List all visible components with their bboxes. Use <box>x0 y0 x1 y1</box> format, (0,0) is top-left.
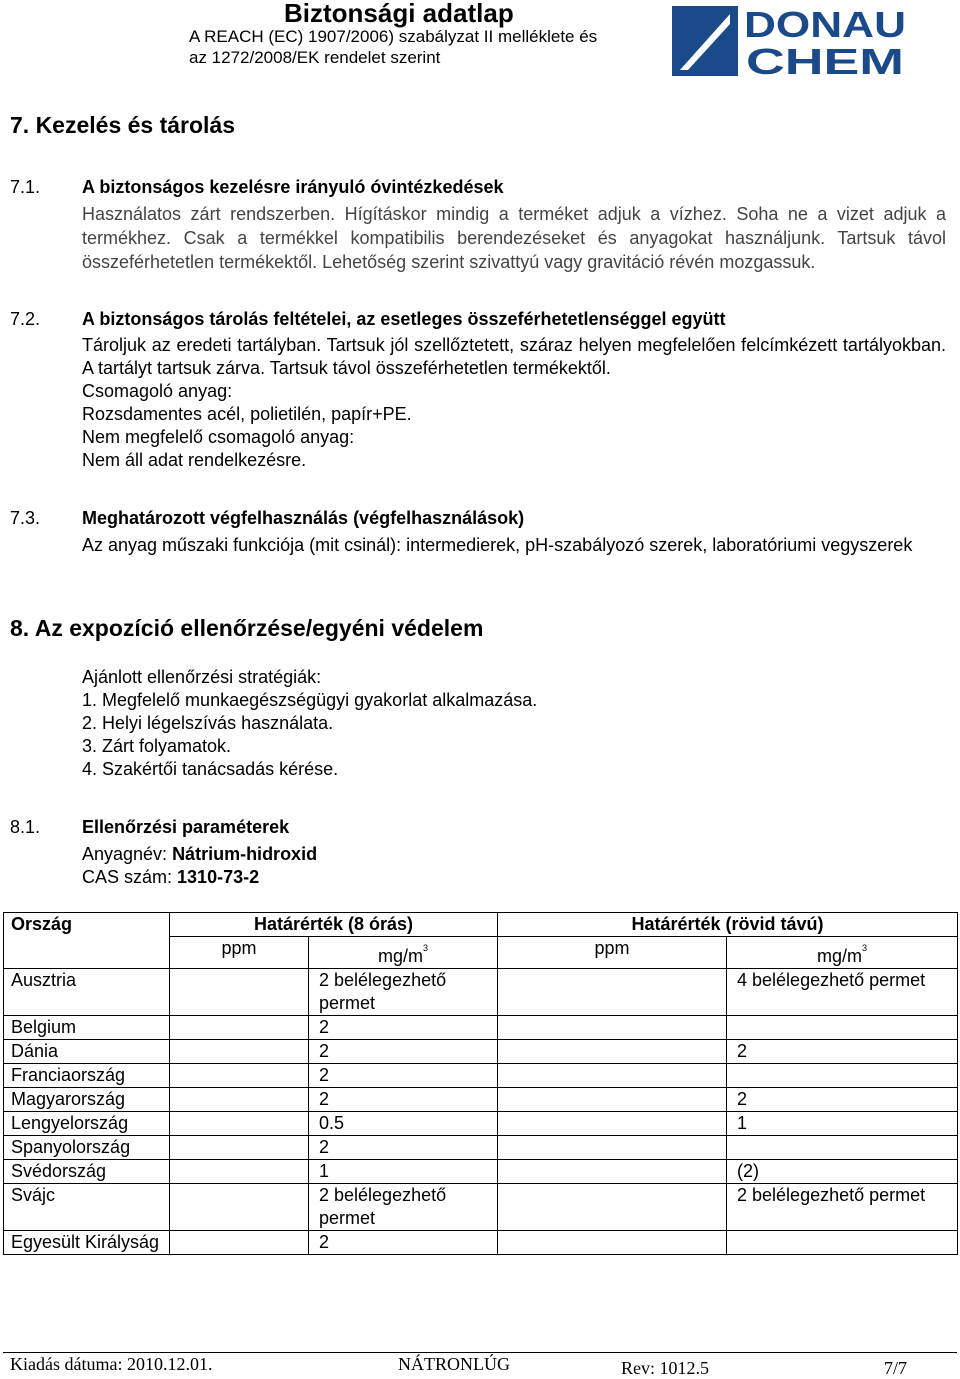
table-row: Svájc 2 belélegezhető permet 2 belélegezhető permet <box>4 1184 958 1231</box>
table-row: Spanyolország 2 <box>4 1136 958 1160</box>
regulation-line-2: az 1272/2008/EK rendelet szerint <box>189 48 441 67</box>
strategy-label: Ajánlott ellenőrzési stratégiák: <box>82 667 322 687</box>
table-row: Ausztria 2 belélegezhető permet 4 belélegezhető permet <box>4 969 958 1016</box>
section-8-title: 8. Az expozíció ellenőrzése/egyéni védelem <box>10 615 484 641</box>
unit-ppm: ppm <box>170 937 309 969</box>
section-7-2-heading: A biztonságos tárolás feltételei, az esetleges összeférhetetlenséggel együtt <box>82 309 726 329</box>
table-row: Dánia 2 2 <box>4 1040 958 1064</box>
header-long-term: Határérték (8 órás) <box>170 913 498 937</box>
strategy-item: 2. Helyi légelszívás használata. <box>82 713 334 733</box>
unsuitable-packaging-label: Nem megfelelő csomagoló anyag: <box>82 427 355 447</box>
header-short-term: Határérték (rövid távú) <box>498 913 958 937</box>
table-row: Belgium 2 <box>4 1016 958 1040</box>
section-7-1-text: Használatos zárt rendszerben. Hígításkor mindig a terméket adjuk a vízhez. Soha ne a vizet adjuk a termékhez. Csak a termékkel kompatibilis berendezéseket és anyagokat használjunk. Tartsuk távol összeférhetetlen termékektől. Lehetőség szerint szivattyú vagy gravitáció révén mozgassuk. <box>82 204 946 272</box>
table-row: Franciaország 2 <box>4 1064 958 1088</box>
unit-mg: $mg/m^3$ <box>727 937 958 969</box>
section-7-2-number: 7.2. <box>10 309 41 329</box>
packaging-label: Csomagoló anyag: <box>82 381 233 401</box>
section-7-2-text: Tároljuk az eredeti tartályban. Tartsuk jól szellőztetett, száraz helyen megfelelően felcímkézett tartályokban. A tartályt tartsuk zárva. Tartsuk távol összeférhetetlen termékektől. <box>82 335 946 378</box>
issue-date: Kiadás dátuma: 2010.12.01. <box>10 1354 213 1374</box>
unit-ppm: ppm <box>498 937 727 969</box>
logo-text-top: DONAU <box>744 6 906 45</box>
regulation-line-1: A REACH (EC) 1907/2006) szabályzat II melléklete és <box>189 27 598 46</box>
footer-divider <box>3 1352 957 1353</box>
exposure-limits-table <box>3 912 958 1255</box>
section-8-1-number: 8.1. <box>10 817 41 837</box>
header-country: Ország <box>4 913 170 969</box>
cas-number: CAS szám: 1310-73-2 <box>82 867 260 887</box>
table-row: Svédország 1 (2) <box>4 1160 958 1184</box>
substance-name: Anyagnév: Nátrium-hidroxid <box>82 844 318 864</box>
section-7-3-heading: Meghatározott végfelhasználás (végfelhasználások) <box>82 508 525 528</box>
packaging-value: Rozsdamentes acél, polietilén, papír+PE. <box>82 404 412 424</box>
logo-text-bottom: CHEM <box>746 41 904 76</box>
page-number: 7/7 <box>884 1358 908 1378</box>
strategy-item: 3. Zárt folyamatok. <box>82 736 232 756</box>
document-title: Biztonsági adatlap <box>284 0 514 28</box>
section-7-3-text: Az anyag műszaki funkciója (mit csinál): intermedierek, pH-szabályozó szerek, laboratóriumi vegyszerek <box>82 535 913 555</box>
section-8-1-heading: Ellenőrzési paraméterek <box>82 817 290 837</box>
donau-chem-logo <box>672 6 910 76</box>
strategy-item: 1. Megfelelő munkaegészségügyi gyakorlat alkalmazása. <box>82 690 538 710</box>
revision: Rev: 1012.5 <box>621 1358 709 1378</box>
section-7-title: 7. Kezelés és tárolás <box>10 112 236 138</box>
table-row: Lengyelország 0.5 1 <box>4 1112 958 1136</box>
section-7-1-heading: A biztonságos kezelésre irányuló óvintézkedések <box>82 177 504 197</box>
section-7-1-number: 7.1. <box>10 177 41 197</box>
unit-mg: $mg/m^3$ <box>309 937 498 969</box>
strategy-item: 4. Szakértői tanácsadás kérése. <box>82 759 339 779</box>
unsuitable-packaging-value: Nem áll adat rendelkezésre. <box>82 450 307 470</box>
table-row: Magyarország 2 2 <box>4 1088 958 1112</box>
product-name: NÁTRONLÚG <box>398 1354 510 1374</box>
table-row: Egyesült Királyság 2 <box>4 1231 958 1255</box>
section-7-3-number: 7.3. <box>10 508 41 528</box>
